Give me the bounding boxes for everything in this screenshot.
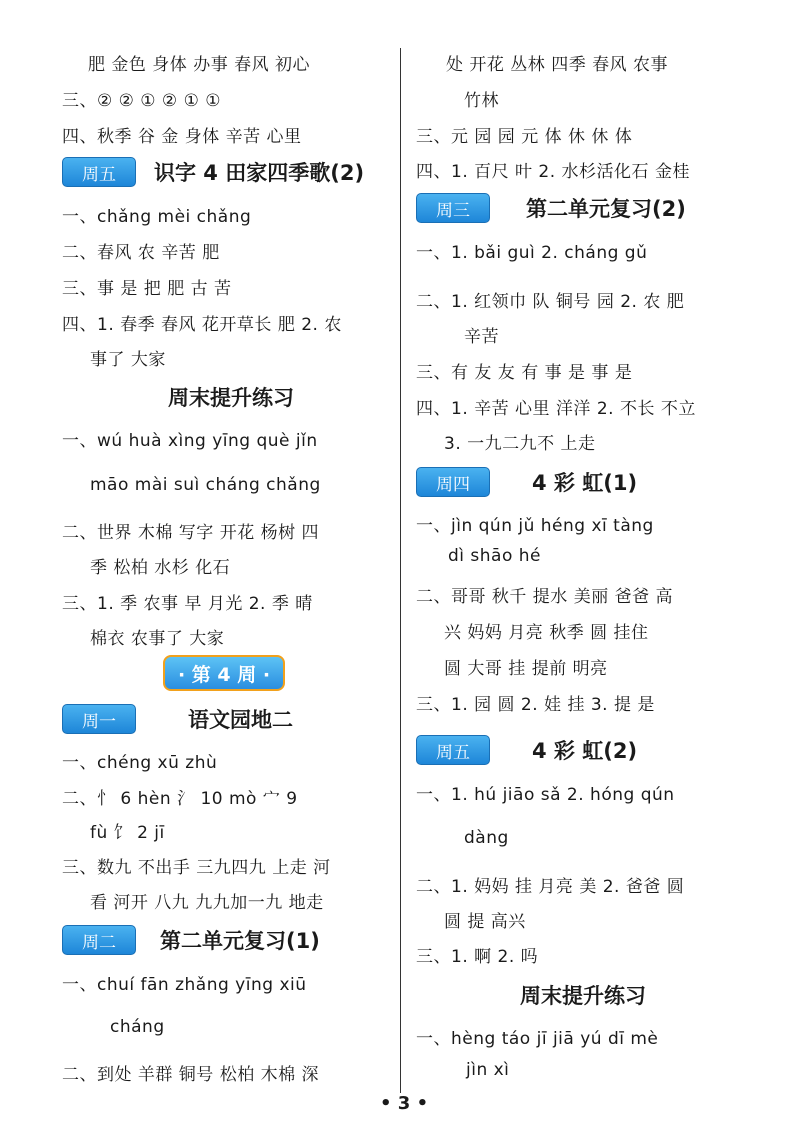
pinyin-line: 一、chuí fān zhǎng yīng xiū	[62, 975, 307, 995]
answer-line: 四、1. 辛苦 心里 洋洋 2. 不长 不立	[416, 399, 696, 419]
section-title: 语文园地二	[188, 708, 293, 732]
answer-line: 棉衣 农事了 大家	[90, 629, 225, 649]
section-title: 4 彩 虹(2)	[532, 739, 638, 763]
answer-line: 二、世界 木棉 写字 开花 杨树 四	[62, 523, 320, 543]
answer-line: 三、② ② ① ② ① ①	[62, 91, 221, 111]
answer-line: 三、1. 啊 2. 吗	[416, 947, 539, 967]
answer-line: 3. 一九二九不 上走	[444, 434, 596, 454]
answer-line: 三、事 是 把 肥 古 苦	[62, 279, 232, 299]
section-header	[62, 924, 320, 956]
pinyin-line: 一、hèng táo jī jiā yú dī mè	[416, 1029, 659, 1049]
answer-line: 兴 妈妈 月亮 秋季 圆 挂住	[444, 623, 649, 643]
day-badge: 周四	[416, 467, 490, 497]
section-header	[62, 703, 293, 735]
answer-line: 二、到处 羊群 铜号 松柏 木棉 深	[62, 1065, 320, 1085]
pinyin-line: 一、wú huà xìng yīng què jǐn	[62, 431, 318, 451]
section-title: 识字 4 田家四季歌(2)	[154, 161, 365, 185]
answer-line: 四、1. 百尺 叶 2. 水杉活化石 金桂	[416, 162, 690, 182]
answer-line: 三、有 友 友 有 事 是 事 是	[416, 363, 633, 383]
answer-line: 看 河开 八九 九九加一九 地走	[90, 893, 324, 913]
answer-line: 三、元 园 园 元 体 休 休 体	[416, 127, 633, 147]
answer-line: 四、1. 春季 春风 花开草长 肥 2. 农	[62, 315, 342, 335]
pinyin-line: jìn xì	[466, 1060, 510, 1080]
weekend-title: 周末提升练习	[168, 386, 294, 410]
page-number: • 3 •	[380, 1093, 429, 1114]
pinyin-line: 一、1. hú jiāo sǎ 2. hóng qún	[416, 785, 675, 805]
answer-line: 二、忄 6 hèn 氵 10 mò 宀 9	[62, 789, 298, 809]
answer-line: 竹林	[464, 91, 499, 111]
column-divider	[400, 48, 401, 1093]
section-title: 第二单元复习(2)	[526, 197, 686, 221]
section-header	[416, 192, 686, 224]
section-header	[62, 156, 364, 188]
weekend-title: 周末提升练习	[520, 984, 646, 1008]
answer-line: 三、1. 季 农事 早 月光 2. 季 晴	[62, 594, 313, 614]
pinyin-line: 一、chéng xū zhù	[62, 753, 218, 773]
section-header	[416, 734, 637, 766]
answer-line: 三、数九 不出手 三九四九 上走 河	[62, 858, 331, 878]
day-badge: 周三	[416, 193, 490, 223]
answer-line: 四、秋季 谷 金 身体 辛苦 心里	[62, 127, 302, 147]
section-title: 第二单元复习(1)	[160, 929, 320, 953]
answer-line: 三、1. 园 圆 2. 娃 挂 3. 提 是	[416, 695, 655, 715]
answer-line: 圆 提 高兴	[444, 912, 526, 932]
pinyin-line: cháng	[110, 1017, 165, 1037]
pinyin-line: dì shāo hé	[448, 546, 542, 566]
answer-line: 二、哥哥 秋千 提水 美丽 爸爸 高	[416, 587, 674, 607]
pinyin-line: 一、jìn qún jǔ héng xī tàng	[416, 516, 654, 536]
answer-line: 圆 大哥 挂 提前 明亮	[444, 659, 608, 679]
answer-line: 二、1. 红领巾 队 铜号 园 2. 农 肥	[416, 292, 685, 312]
pinyin-line: dàng	[464, 828, 509, 848]
day-badge: 周二	[62, 925, 136, 955]
answer-line: 事了 大家	[90, 350, 166, 370]
answer-line: 季 松柏 水杉 化石	[90, 558, 231, 578]
day-badge: 周五	[416, 735, 490, 765]
section-title: 4 彩 虹(1)	[532, 471, 638, 495]
day-badge: 周五	[62, 157, 136, 187]
pinyin-line: māo mài suì cháng chǎng	[90, 475, 321, 495]
answer-line: 二、1. 妈妈 挂 月亮 美 2. 爸爸 圆	[416, 877, 685, 897]
day-badge: 周一	[62, 704, 136, 734]
answer-line: fù 饣 2 jī	[90, 823, 165, 843]
week-banner: · 第 4 周 ·	[163, 655, 285, 691]
answer-line: 一、chǎng mèi chǎng	[62, 207, 252, 227]
section-header	[416, 466, 637, 498]
pinyin-line: 一、1. bǎi guì 2. cháng gǔ	[416, 243, 648, 263]
answer-line: 二、春风 农 辛苦 肥	[62, 243, 220, 263]
answer-line: 处 开花 丛林 四季 春风 农事	[446, 55, 669, 75]
answer-line: 肥 金色 身体 办事 春风 初心	[88, 55, 311, 75]
answer-line: 辛苦	[464, 327, 499, 347]
